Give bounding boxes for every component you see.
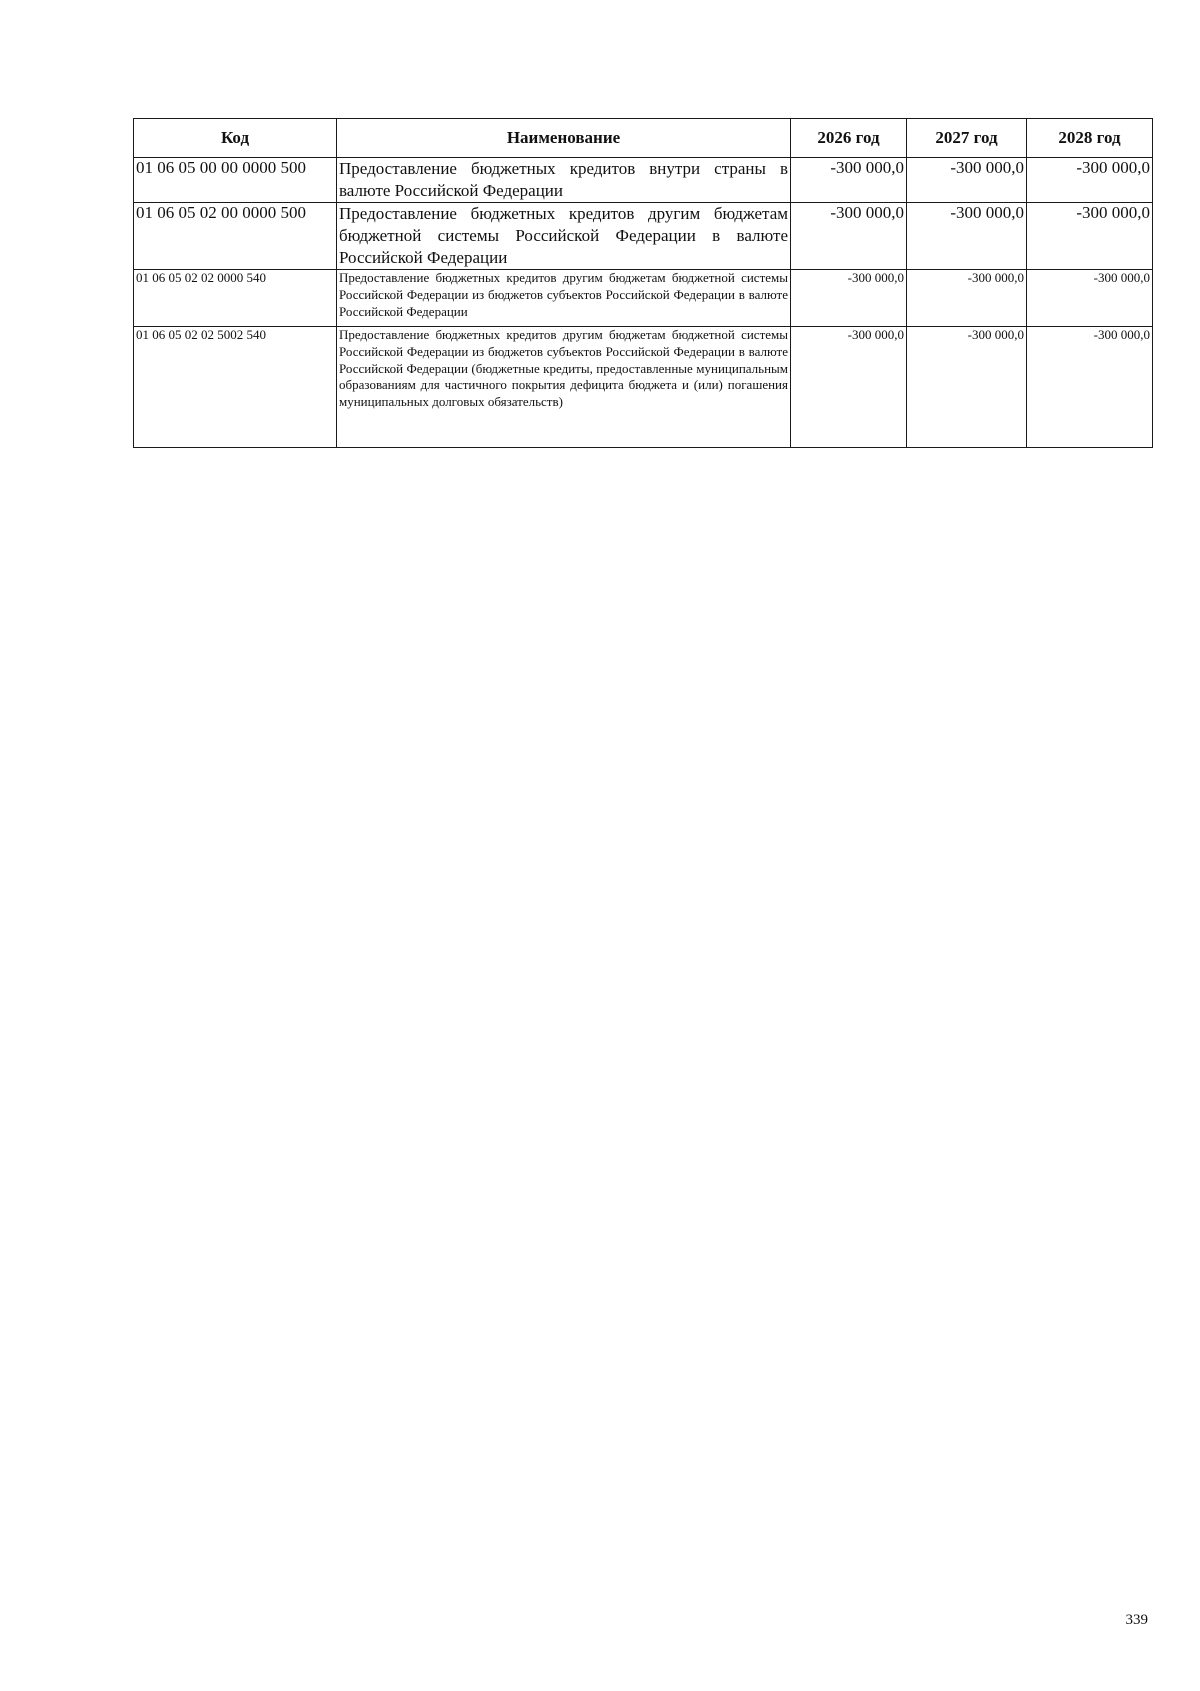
budget-sources-table [133, 118, 1153, 448]
page-number: 339 [1125, 1612, 1148, 1628]
row-code: 01 06 05 02 02 0000 540 [134, 270, 337, 327]
row-value-2026: -300 000,0 [791, 327, 907, 448]
row-value-2027: -300 000,0 [907, 203, 1027, 270]
header-name: Наименование [337, 119, 791, 158]
table-row [134, 158, 1153, 203]
row-code: 01 06 05 02 02 5002 540 [134, 327, 337, 448]
header-year-2026: 2026 год [791, 119, 907, 158]
header-code: Код [134, 119, 337, 158]
row-value-2028: -300 000,0 [1027, 158, 1153, 203]
header-year-2027: 2027 год [907, 119, 1027, 158]
row-value-2026: -300 000,0 [791, 158, 907, 203]
row-name: Предоставление бюджетных кредитов другим бюджетам бюджетной системы Российской Федерации из бюджетов субъектов Российской Федерации в валюте Российской Федерации [337, 270, 791, 327]
row-value-2028: -300 000,0 [1027, 203, 1153, 270]
header-year-2028: 2028 год [1027, 119, 1153, 158]
row-name: Предоставление бюджетных кредитов внутри страны в валюте Российской Федерации [337, 158, 791, 203]
row-value-2028: -300 000,0 [1027, 270, 1153, 327]
row-value-2026: -300 000,0 [791, 203, 907, 270]
row-code: 01 06 05 00 00 0000 500 [134, 158, 337, 203]
row-value-2027: -300 000,0 [907, 158, 1027, 203]
table-row [134, 327, 1153, 448]
row-name: Предоставление бюджетных кредитов другим бюджетам бюджетной системы Российской Федерации из бюджетов субъектов Российской Федерации в валюте Российской Федерации (бюджетные кредиты, предоставленные муниципальным образованиям для частичного покрытия дефицита бюджета и (или) погашения муниципальных долговых обязательств) [337, 327, 791, 448]
table-row [134, 270, 1153, 327]
table-header-row [134, 119, 1153, 158]
row-value-2027: -300 000,0 [907, 327, 1027, 448]
row-code: 01 06 05 02 00 0000 500 [134, 203, 337, 270]
row-value-2026: -300 000,0 [791, 270, 907, 327]
row-value-2027: -300 000,0 [907, 270, 1027, 327]
table-row [134, 203, 1153, 270]
row-value-2028: -300 000,0 [1027, 327, 1153, 448]
row-name: Предоставление бюджетных кредитов другим бюджетам бюджетной системы Российской Федерации в валюте Российской Федерации [337, 203, 791, 270]
